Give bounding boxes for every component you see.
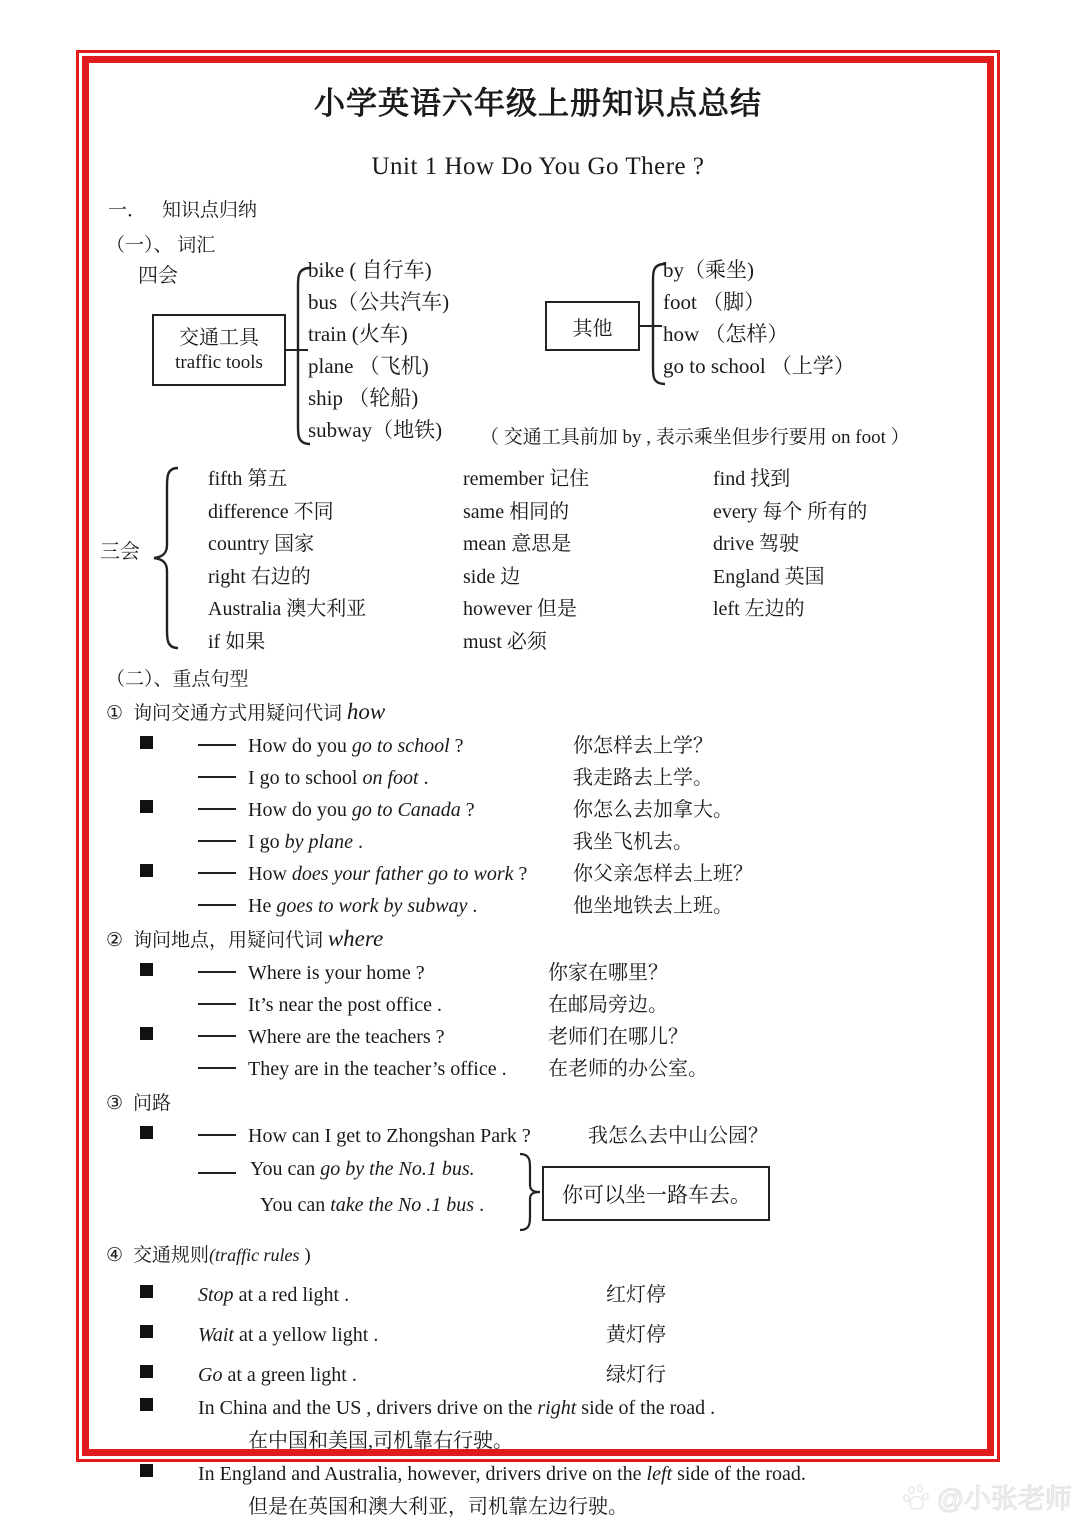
rule-line [140, 1318, 986, 1347]
rule-chinese: 但是在英国和澳大利亚，司机靠左边行驶。 [248, 1496, 628, 1518]
section-number: 一． [108, 200, 147, 221]
pattern-3-examples [90, 1119, 986, 1238]
section-label: 知识点归纳 [162, 200, 258, 221]
other-words-box: 其他 [545, 301, 640, 351]
example-line [140, 857, 986, 886]
bus-answer-line-2: You can take the No .1 bus . [260, 1194, 485, 1216]
vocab-item: subway（地铁) [308, 417, 443, 442]
sanhui-brace-icon [148, 465, 182, 651]
bullet-marker [140, 736, 198, 751]
bullet-marker [140, 1325, 198, 1340]
sanhui-column-3 [713, 463, 973, 659]
bullet-marker [140, 800, 198, 815]
bullet-marker [140, 864, 198, 879]
vocab-item: however 但是 [463, 598, 577, 621]
unit-title: Unit 1 How Do You Go There ? [371, 153, 705, 180]
example-chinese: 我走路去上学。 [573, 767, 713, 789]
example-chinese: 你父亲怎样去上班？ [573, 863, 753, 885]
example-line [140, 988, 986, 1017]
rule-chinese: 红灯停 [606, 1284, 666, 1306]
vocab-item: go to school （上学） [663, 353, 855, 378]
example-english: It’s near the post office . [248, 994, 443, 1016]
vocab-item: bike ( 自行车) [308, 258, 432, 282]
vocab-item: side 边 [463, 565, 521, 588]
pattern-4-number: ④ [106, 1245, 124, 1266]
example-chinese: 你家在哪里？ [548, 962, 668, 984]
pattern-item-4-heading [106, 1240, 986, 1267]
bullet-marker [140, 1285, 198, 1300]
subsection-heading-patterns: （二）、重点句型 [106, 669, 249, 690]
vocab-item: Australia 澳大利亚 [208, 598, 367, 621]
vocab-item: remember 记住 [463, 468, 590, 490]
vocabulary-diagram [90, 259, 986, 459]
pattern-item-1-heading [106, 698, 986, 725]
example-chinese: 你怎么去加拿大。 [573, 799, 733, 821]
pattern-3-number: ③ [106, 1093, 124, 1114]
rule-english: In England and Australia, however, drivers drive on the left side of the road. [198, 1463, 806, 1485]
pattern-4-keyword: (traffic rules [209, 1245, 300, 1265]
pattern-2-keyword: where [327, 926, 384, 951]
sanhui-section [90, 463, 986, 659]
example-english: Where are the teachers ? [248, 1026, 445, 1048]
sanhui-column-2 [463, 463, 713, 659]
dash-marker [198, 767, 248, 790]
example-chinese: 我坐飞机去。 [573, 831, 693, 853]
section-heading-knowledge [108, 195, 986, 222]
example-line [140, 889, 986, 918]
dash-marker [198, 863, 248, 886]
vocab-item: same 相同的 [463, 500, 570, 523]
vocab-item: drive 驾驶 [713, 533, 800, 556]
rule-line-long [140, 1397, 986, 1420]
example-line [140, 761, 986, 790]
vocab-item: find 找到 [713, 468, 791, 490]
watermark-text: @小张老师 [936, 1484, 1072, 1514]
by-usage-note: （ 交通工具前加 by , 表示乘坐但步行要用 on foot ） [480, 427, 910, 448]
bullet-marker [140, 1027, 198, 1042]
example-english: How can I get to Zhongshan Park ? [248, 1125, 531, 1147]
vocab-item: difference 不同 [208, 500, 334, 523]
example-chinese: 我怎么去中山公园？ [588, 1125, 768, 1147]
rule-english: Wait at a yellow light . [198, 1324, 379, 1346]
example-line [140, 1119, 986, 1148]
pattern-item-3-heading [106, 1088, 986, 1115]
dash-marker [198, 831, 248, 854]
sanhui-column-1 [208, 463, 463, 659]
example-english: How do you go to Canada ? [248, 799, 475, 821]
example-line [140, 825, 986, 854]
example-chinese: 他坐地铁去上班。 [573, 895, 733, 917]
pattern-item-2-heading [106, 925, 986, 952]
example-chinese: 老师们在哪儿？ [548, 1026, 688, 1048]
example-english: I go by plane . [248, 831, 363, 853]
example-chinese: 在邮局旁边。 [548, 994, 668, 1016]
traffic-tools-en: traffic tools [175, 351, 263, 373]
vocab-item: by（乘坐) [663, 258, 754, 282]
dash-marker [198, 1026, 248, 1049]
bullet-marker [140, 1365, 198, 1380]
pattern-1-number: ① [106, 703, 124, 724]
sanhui-label: 三会 [100, 541, 140, 563]
dash-marker [198, 994, 248, 1017]
vocab-item: foot （脚） [663, 289, 766, 314]
bus-answer-brace-icon [517, 1152, 543, 1232]
other-word-list [663, 255, 855, 383]
example-english: Where is your home ? [248, 962, 425, 984]
bullet-marker [140, 1126, 198, 1141]
baidu-paw-icon [903, 1482, 933, 1512]
rule-english: In China and the US , drivers drive on the right side of the road . [198, 1397, 716, 1419]
bullet-marker [140, 963, 198, 978]
traffic-tools-word-list [308, 255, 449, 446]
dash-marker [198, 735, 248, 758]
bus-answer-line-1: You can go by the No.1 bus. [250, 1158, 475, 1180]
document-body [90, 64, 986, 1518]
subsection-heading-vocabulary: （一）、 词汇 [106, 235, 216, 256]
pattern-4-keyword-tail: ) [299, 1245, 311, 1266]
traffic-tools-box [152, 314, 286, 386]
vocab-item: England 英国 [713, 565, 825, 588]
rule-line [140, 1278, 986, 1307]
bullet-marker [140, 1398, 198, 1413]
traffic-rules-list [90, 1278, 986, 1519]
bullet-marker [140, 1464, 198, 1479]
example-line [140, 1020, 986, 1049]
rule-english: Go at a green light . [198, 1364, 357, 1386]
dash-marker [198, 1125, 248, 1148]
vocab-item: bus（公共汽车) [308, 289, 450, 314]
example-chinese: 在老师的办公室。 [548, 1058, 708, 1080]
sihui-label: 四会 [138, 265, 178, 287]
vocab-item: every 每个 所有的 [713, 500, 868, 523]
sanhui-word-columns [208, 463, 988, 659]
rule-chinese: 黄灯停 [606, 1324, 666, 1346]
pattern-4-text: 交通规则 [133, 1245, 210, 1266]
vocab-item: right 右边的 [208, 565, 311, 588]
dash-marker [198, 895, 248, 918]
vocab-item: fifth 第五 [208, 468, 288, 490]
example-line [140, 793, 986, 822]
pattern-2-examples [90, 956, 986, 1081]
traffic-tools-cn: 交通工具 [179, 326, 259, 349]
dash-marker [198, 1172, 236, 1174]
rule-english: Stop at a red light . [198, 1284, 350, 1306]
vocab-item: if 如果 [208, 630, 266, 653]
dash-marker [198, 799, 248, 822]
vocab-item: how （怎样） [663, 321, 789, 346]
example-line [140, 729, 986, 758]
example-english: How do you go to school ? [248, 735, 464, 757]
example-english: He goes to work by subway . [248, 895, 478, 917]
vocab-item: must 必须 [463, 630, 547, 653]
example-english: How does your father go to work ? [248, 863, 528, 885]
rule-line-long [140, 1463, 986, 1486]
example-english: I go to school on foot . [248, 767, 429, 789]
example-chinese: 你怎样去上学？ [573, 735, 713, 757]
bus-answer-group [90, 1152, 986, 1238]
dash-marker [198, 1058, 248, 1081]
bus-answer-chinese-box: 你可以坐一路车去。 [542, 1166, 770, 1221]
pattern-2-number: ② [106, 930, 124, 951]
pattern-3-text: 问路 [133, 1093, 172, 1114]
watermark [903, 1477, 1072, 1516]
pattern-2-text: 询问地点，用疑问代词 [133, 930, 324, 951]
rule-chinese: 绿灯行 [606, 1364, 666, 1386]
page-title: 小学英语六年级上册知识点总结 [314, 86, 762, 121]
vocab-item: country 国家 [208, 533, 315, 556]
pattern-1-text: 询问交通方式用疑问代词 [133, 703, 343, 724]
vocab-item: plane （飞机) [308, 353, 429, 378]
vocab-item: train (火车) [308, 321, 408, 346]
vocab-item: mean 意思是 [463, 533, 572, 556]
pattern-1-examples [90, 729, 986, 918]
vocab-item: left 左边的 [713, 598, 805, 621]
vocab-item: ship （轮船) [308, 385, 419, 410]
example-line [140, 956, 986, 985]
pattern-1-keyword: how [346, 699, 386, 724]
example-english: They are in the teacher’s office . [248, 1058, 507, 1080]
rule-chinese: 在中国和美国,司机靠右行驶。 [248, 1430, 513, 1452]
rule-line [140, 1358, 986, 1387]
example-line [140, 1052, 986, 1081]
dash-marker [198, 962, 248, 985]
